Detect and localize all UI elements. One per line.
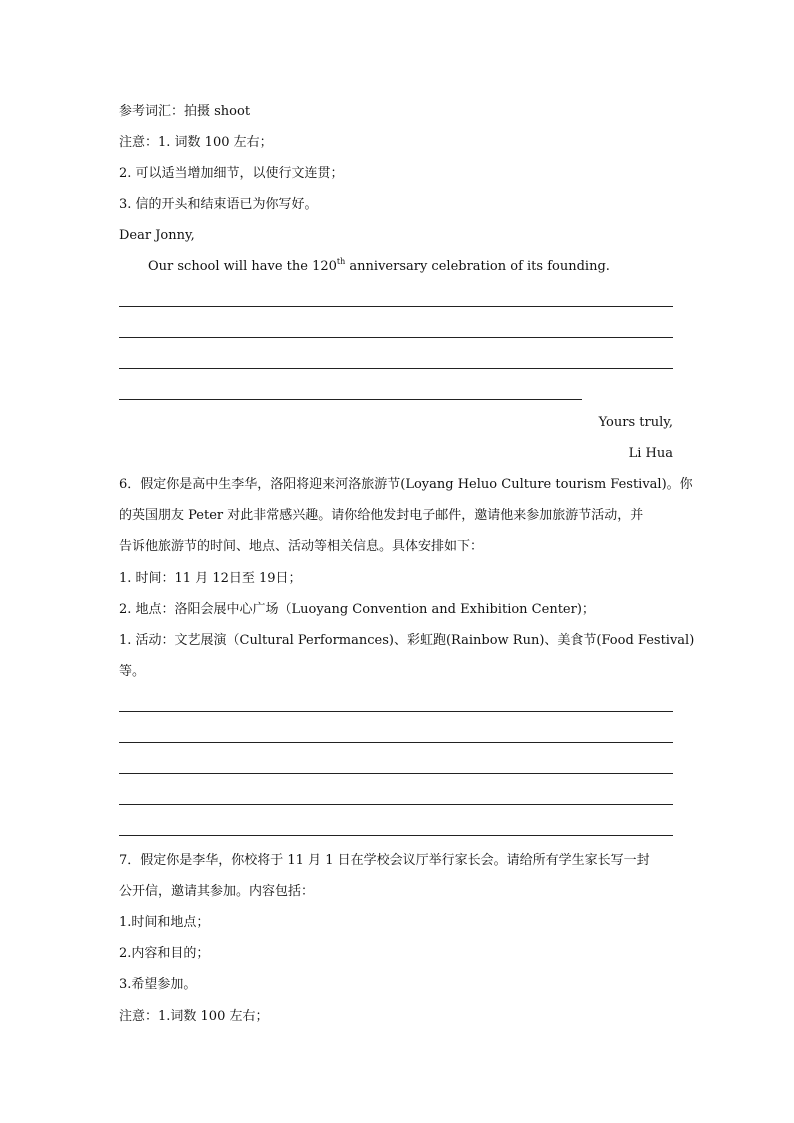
question-6-activities: 1. 活动：文艺展演（Cultural Performances)、彩虹跑(Rainbow Run)、美食节(Food Festival): [119, 633, 695, 648]
note-opening-closing: 3. 信的开头和结束语已为你写好。: [119, 197, 318, 212]
question-6-time: 1. 时间：11 月 12日至 19日；: [119, 571, 302, 586]
question-6-location: 2. 地点：洛阳会展中心广场（Luoyang Convention and Exhibition Center)；: [119, 602, 595, 617]
answer-line: [119, 835, 673, 836]
letter-opening-sentence: [148, 258, 610, 276]
answer-line: [119, 337, 673, 338]
opening-text-after: anniversary celebration of its founding.: [345, 259, 610, 274]
question-7-item-content-purpose: 2.内容和目的；: [119, 946, 210, 961]
question-6-line-3: 告诉他旅游节的时间、地点、活动等相关信息。具体安排如下：: [119, 539, 484, 554]
question-7-note: 注意：1.词数 100 左右；: [119, 1009, 269, 1024]
question-6-activities-cont: 等。: [119, 664, 146, 679]
question-7-line-1: 7．假定你是李华，你校将于 11 月 1 日在学校会议厅举行家长会。请给所有学生家长写一封: [119, 853, 650, 868]
question-7-item-time-place: 1.时间和地点；: [119, 915, 210, 930]
question-6-line-1: 6．假定你是高中生李华，洛阳将迎来河洛旅游节(Loyang Heluo Culture tourism Festival)。你: [119, 477, 693, 492]
letter-signature: Li Hua: [628, 446, 673, 461]
question-7-line-2: 公开信，邀请其参加。内容包括：: [119, 884, 315, 899]
answer-line: [119, 773, 673, 774]
answer-line: [119, 306, 673, 307]
answer-line: [119, 711, 673, 712]
question-7-item-hope-attend: 3.希望参加。: [119, 977, 197, 992]
letter-closing: Yours truly,: [598, 415, 673, 430]
answer-line: [119, 804, 673, 805]
opening-superscript: th: [336, 257, 346, 266]
opening-text-before: Our school will have the 120: [148, 259, 337, 274]
reference-vocabulary: 参考词汇：拍摄 shoot: [119, 104, 251, 119]
note-word-count: 注意：1. 词数 100 左右；: [119, 135, 273, 150]
answer-line: [119, 399, 582, 400]
question-6-line-2: 的英国朋友 Peter 对此非常感兴趣。请你给他发封电子邮件，邀请他来参加旅游节活动，并: [119, 508, 644, 523]
answer-line: [119, 368, 673, 369]
note-add-details: 2. 可以适当增加细节，以使行文连贯；: [119, 166, 344, 181]
letter-greeting: Dear Jonny,: [119, 228, 195, 243]
answer-line: [119, 742, 673, 743]
